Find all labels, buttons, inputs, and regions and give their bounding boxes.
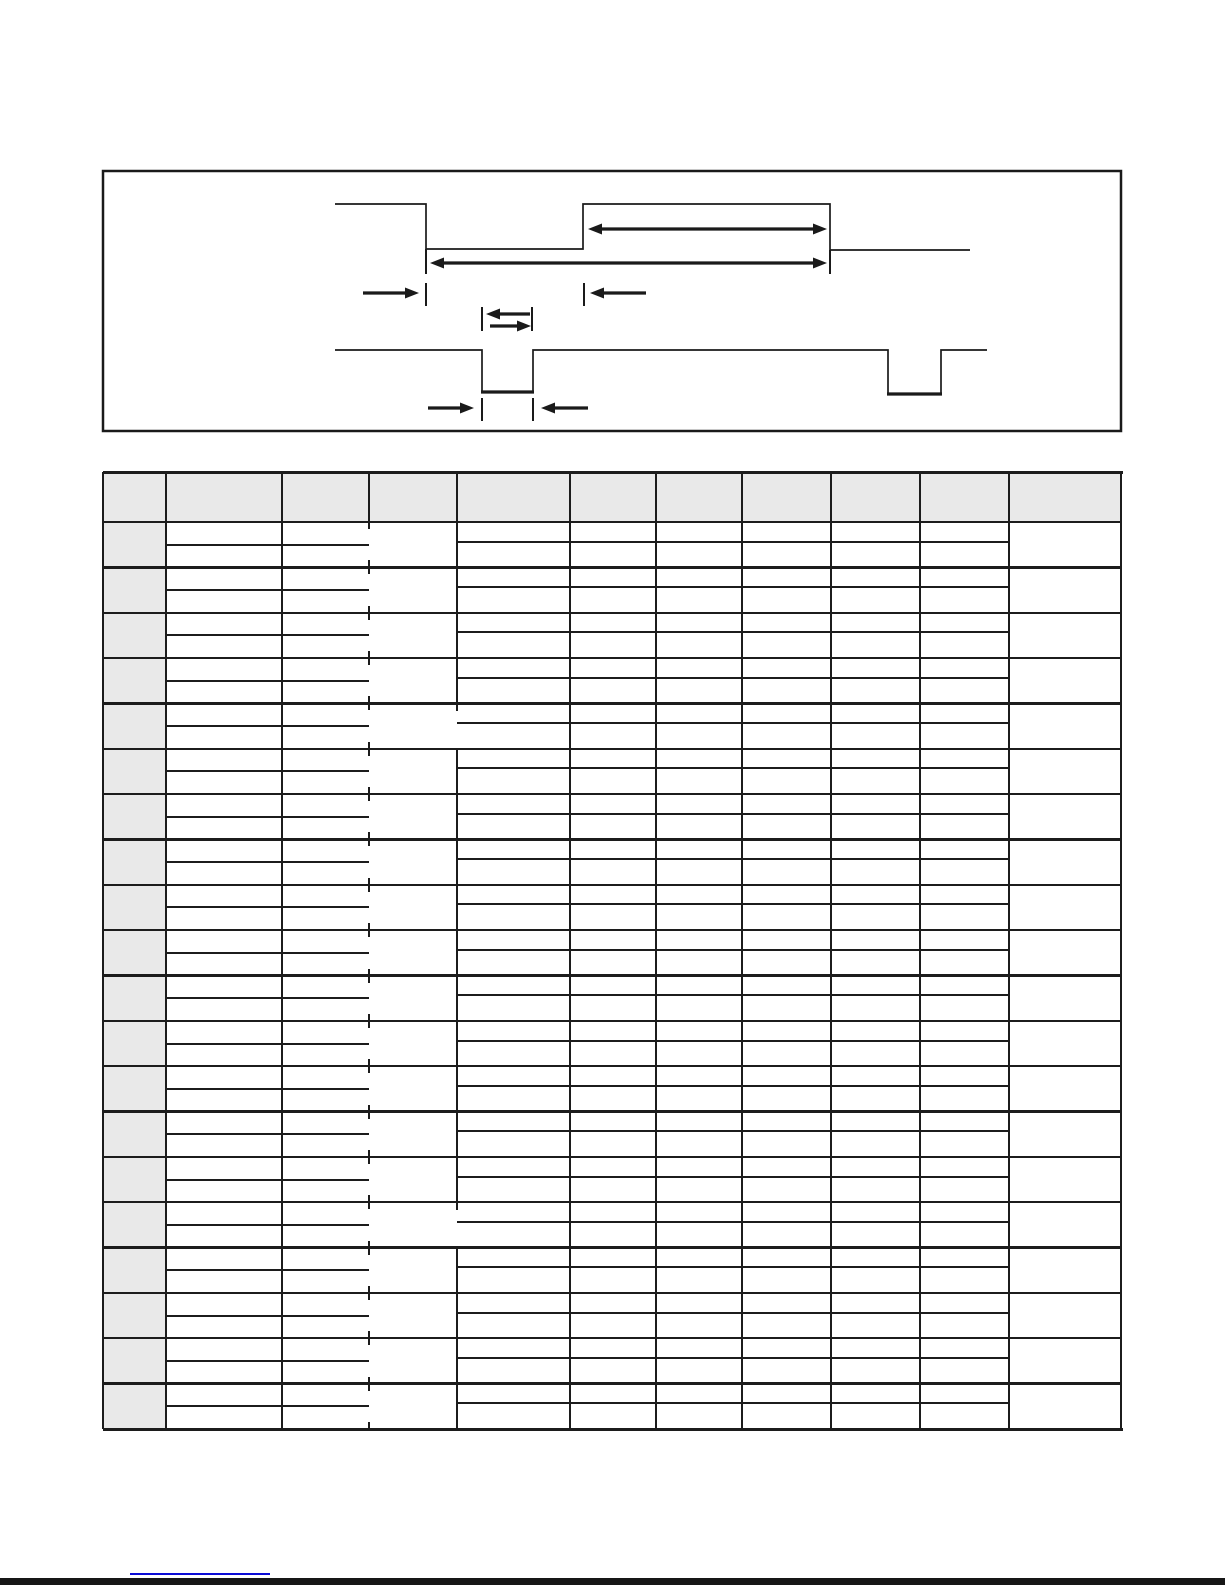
header-column-edge [456, 472, 458, 522]
merged-column-stub [368, 560, 370, 574]
subrow-divider-right [457, 1085, 1009, 1087]
subrow-divider-left [166, 544, 369, 546]
group-boundary-line [103, 1337, 1121, 1339]
merged-column-stub [368, 1059, 370, 1073]
subrow-divider-left [166, 680, 369, 682]
merged-column-stub [368, 742, 370, 756]
subrow-divider-right [457, 677, 1009, 679]
column-edge [655, 522, 657, 1429]
merged-column-stub [368, 1241, 370, 1255]
merged-column-stub [368, 1377, 370, 1391]
merged-column-stub [456, 1202, 458, 1210]
header-separator [103, 521, 1121, 523]
subrow-divider-right [457, 813, 1009, 815]
group-boundary-line [103, 838, 1121, 840]
group-boundary-line [103, 1382, 1121, 1384]
group-boundary-line [103, 929, 1121, 931]
merged-column-stub [368, 1331, 370, 1345]
subrow-divider-left [166, 770, 369, 772]
subrow-divider-right [457, 903, 1009, 905]
subrow-divider-right [457, 1040, 1009, 1042]
table-border-bottom [103, 1428, 1123, 1431]
group-boundary-line [103, 1110, 1121, 1112]
subrow-divider-right [457, 541, 1009, 543]
subrow-divider-right [457, 1402, 1009, 1404]
subrow-divider-right [457, 767, 1009, 769]
column-edge [830, 522, 832, 1429]
subrow-divider-left [166, 725, 369, 727]
subrow-divider-right [457, 1130, 1009, 1132]
subrow-divider-left [166, 906, 369, 908]
subrow-divider-right [457, 1266, 1009, 1268]
merged-column-stub [368, 1195, 370, 1209]
subrow-divider-right [457, 949, 1009, 951]
merged-column-stub [368, 1422, 370, 1429]
table-border-right [1120, 472, 1122, 1429]
merged-column-stub [368, 923, 370, 937]
group-boundary-line [103, 884, 1121, 886]
subrow-divider-left [166, 861, 369, 863]
subrow-divider-left [166, 1360, 369, 1362]
group-boundary-line [103, 1065, 1121, 1067]
group-boundary-line [103, 1201, 1121, 1203]
column-edge [281, 522, 283, 1429]
header-column-edge [165, 472, 167, 522]
column-edge [569, 522, 571, 1429]
merged-column-stub [368, 696, 370, 710]
subrow-divider-right [457, 994, 1009, 996]
merged-column-stub [368, 606, 370, 620]
subrow-divider-left [166, 997, 369, 999]
group-boundary-line [103, 793, 1121, 795]
header-column-edge [1008, 472, 1010, 522]
column-edge [165, 522, 167, 1429]
group-boundary-line [103, 748, 1121, 750]
subrow-divider-left [166, 1315, 369, 1317]
group-boundary-line [103, 1292, 1121, 1294]
table-border-top [103, 471, 1123, 474]
merged-column-stub [368, 1150, 370, 1164]
group-boundary-line [103, 702, 1121, 704]
merged-column-stub [368, 1014, 370, 1028]
merged-column-stub [368, 787, 370, 801]
merged-column-stub [368, 651, 370, 665]
page-bottom-scan-edge [0, 1578, 1225, 1585]
subrow-divider-left [166, 1405, 369, 1407]
footer-link-underline[interactable] [130, 1573, 270, 1575]
subrow-divider-left [166, 1224, 369, 1226]
merged-column-stub [368, 832, 370, 846]
subrow-divider-left [166, 1269, 369, 1271]
merged-column-stub [368, 522, 370, 529]
merged-column-stub [368, 878, 370, 892]
group-boundary-line [103, 657, 1121, 659]
subrow-divider-right [457, 858, 1009, 860]
column-edge [919, 522, 921, 1429]
subrow-divider-right [457, 1176, 1009, 1178]
header-column-edge [741, 472, 743, 522]
subrow-divider-left [166, 952, 369, 954]
header-column-edge [368, 472, 370, 522]
subrow-divider-left [166, 634, 369, 636]
subrow-divider-right [457, 631, 1009, 633]
subrow-divider-right [457, 1312, 1009, 1314]
subrow-divider-left [166, 1133, 369, 1135]
subrow-divider-left [166, 1179, 369, 1181]
group-boundary-line [103, 1020, 1121, 1022]
group-boundary-line [103, 1156, 1121, 1158]
merged-column-stub [456, 703, 458, 711]
merged-column-stub [368, 1286, 370, 1300]
subrow-divider-right [457, 586, 1009, 588]
table-header-row [103, 472, 1121, 522]
group-boundary-line [103, 1246, 1121, 1248]
table-border-left [102, 472, 104, 1429]
group-boundary-line [103, 566, 1121, 568]
header-column-edge [281, 472, 283, 522]
subrow-divider-right [457, 1221, 1009, 1223]
group-boundary-line [103, 612, 1121, 614]
header-column-edge [569, 472, 571, 522]
subrow-divider-left [166, 1043, 369, 1045]
subrow-divider-right [457, 1357, 1009, 1359]
header-column-edge [919, 472, 921, 522]
header-column-edge [830, 472, 832, 522]
column-edge [741, 522, 743, 1429]
group-boundary-line [103, 974, 1121, 976]
column-edge [456, 749, 458, 1203]
subrow-divider-left [166, 589, 369, 591]
header-column-edge [655, 472, 657, 522]
subrow-divider-left [166, 816, 369, 818]
merged-column-stub [368, 969, 370, 983]
subrow-divider-left [166, 1088, 369, 1090]
column-edge [1008, 522, 1010, 1429]
merged-column-stub [368, 1105, 370, 1119]
subrow-divider-right [457, 722, 1009, 724]
